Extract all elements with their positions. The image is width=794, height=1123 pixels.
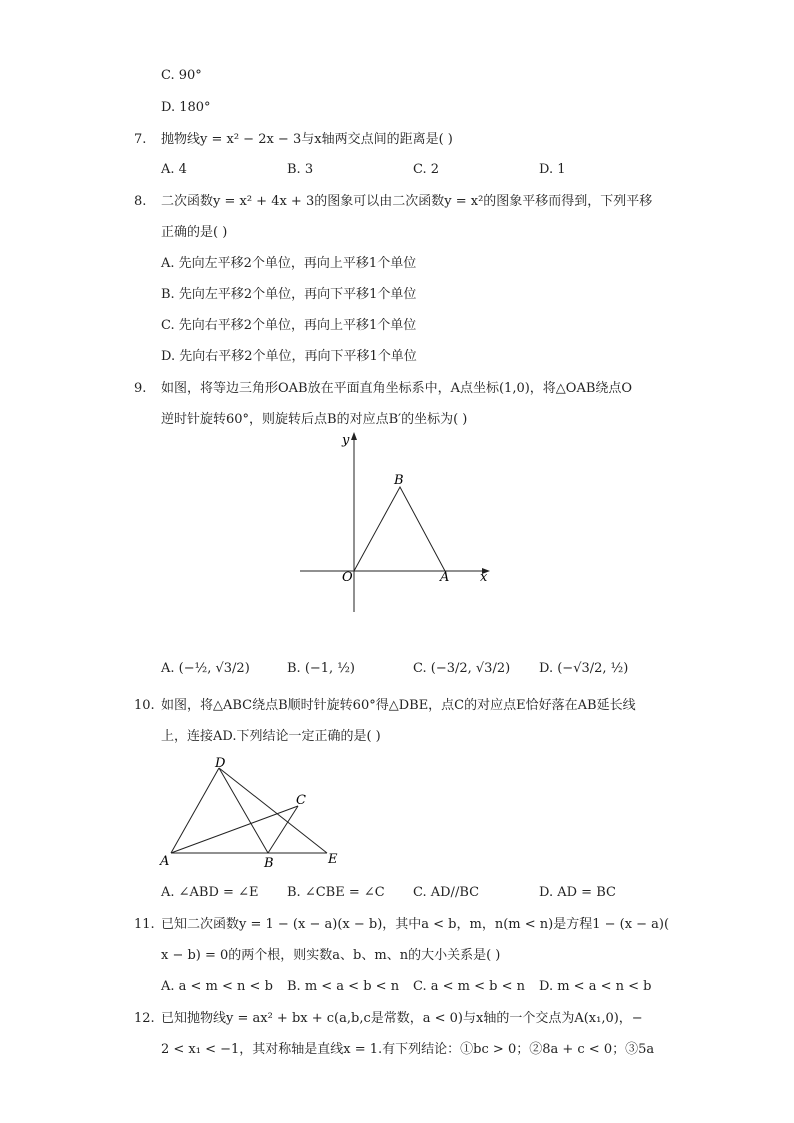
question-11-option-a: A. a < m < n < b — [161, 979, 273, 994]
question-11-stem-line2: x − b) = 0的两个根，则实数a、b、m、n的大小关系是( ) — [161, 948, 501, 963]
question-8-option-c: C. 先向右平移2个单位，再向上平移1个单位 — [161, 318, 417, 333]
question-10-number: 10. — [134, 698, 155, 713]
question-10-option-b: B. ∠CBE = ∠C — [287, 885, 385, 900]
question-9-option-b: B. (−1, ½) — [287, 661, 355, 676]
question-10-stem-line1: 如图，将△ABC绕点B顺时针旋转60°得△DBE，点C的对应点E恰好落在AB延长线 — [161, 698, 636, 713]
segment-bc — [268, 806, 298, 853]
question-7-option-b: B. 3 — [287, 162, 314, 177]
question-8-stem-line1: 二次函数y = x² + 4x + 3的图象可以由二次函数y = x²的图象平移而得到，下列平移 — [161, 194, 653, 209]
label-e: E — [328, 852, 338, 867]
question-9-option-d: D. (−√3/2, ½) — [539, 661, 629, 676]
question-7-stem: 抛物线y = x² − 2x − 3与x轴两交点间的距离是( ) — [161, 132, 453, 147]
segment-ac — [171, 806, 298, 853]
question-8-option-b: B. 先向左平移2个单位，再向下平移1个单位 — [161, 287, 417, 302]
question-8-option-a: A. 先向左平移2个单位，再向上平移1个单位 — [161, 256, 417, 271]
label-a: A — [440, 570, 450, 585]
question-10-option-a: A. ∠ABD = ∠E — [161, 885, 259, 900]
question-11-option-b: B. m < a < b < n — [287, 979, 400, 994]
label-x: x — [480, 570, 488, 585]
question-9-stem-line1: 如图，将等边三角形OAB放在平面直角坐标系中，A点坐标(1,0)，将△OAB绕点O — [161, 381, 633, 396]
question-10-option-d: D. AD = BC — [539, 885, 616, 900]
question-9-option-c: C. (−3/2, √3/2) — [413, 661, 511, 676]
question-11-stem-line1: 已知二次函数y = 1 − (x − a)(x − b)，其中a < b，m，n(m < n)是方程1 − (x − a)( — [161, 917, 670, 932]
label-o: O — [342, 570, 353, 585]
question-11-option-d: D. m < a < n < b — [539, 979, 652, 994]
option-d-prev: D. 180° — [161, 100, 211, 115]
question-7-option-d: D. 1 — [539, 162, 566, 177]
question-11-number: 11. — [134, 917, 155, 932]
question-7-option-c: C. 2 — [413, 162, 440, 177]
label-d: D — [215, 756, 226, 771]
label-a: A — [160, 854, 170, 869]
question-7-option-a: A. 4 — [161, 162, 187, 177]
y-axis-arrow — [351, 432, 357, 440]
question-8-stem-line2: 正确的是( ) — [161, 225, 228, 240]
label-c: C — [296, 793, 306, 808]
question-9-figure — [290, 428, 500, 618]
question-9-stem-line2: 逆时针旋转60°，则旋转后点B的对应点B′的坐标为( ) — [161, 412, 468, 427]
question-7-number: 7. — [134, 132, 147, 147]
question-10-stem-line2: 上，连接AD.下列结论一定正确的是( ) — [161, 729, 381, 744]
question-9-option-a: A. (−½, √3/2) — [161, 661, 250, 676]
question-8-number: 8. — [134, 194, 147, 209]
question-12-number: 12. — [134, 1011, 155, 1026]
question-11-option-c: C. a < m < b < n — [413, 979, 525, 994]
segment-de — [219, 768, 327, 853]
question-10-option-c: C. AD//BC — [413, 885, 480, 900]
segment-ad — [171, 768, 219, 853]
label-y: y — [342, 433, 350, 448]
label-b: B — [394, 473, 404, 488]
label-b: B — [264, 856, 274, 870]
question-9-number: 9. — [134, 381, 147, 396]
question-12-stem-line1: 已知抛物线y = ax² + bx + c(a,b,c是常数，a < 0)与x轴的一个交点为A(x₁,0)，− — [161, 1011, 643, 1026]
option-c-prev: C. 90° — [161, 68, 202, 83]
question-10-figure — [155, 754, 345, 870]
question-8-option-d: D. 先向右平移2个单位，再向下平移1个单位 — [161, 349, 417, 364]
question-12-stem-line2: 2 < x₁ < −1，其对称轴是直线x = 1.有下列结论：①bc > 0；②8a + c < 0；③5a — [161, 1042, 655, 1057]
segment-db — [219, 768, 268, 853]
triangle-oab — [354, 487, 445, 571]
